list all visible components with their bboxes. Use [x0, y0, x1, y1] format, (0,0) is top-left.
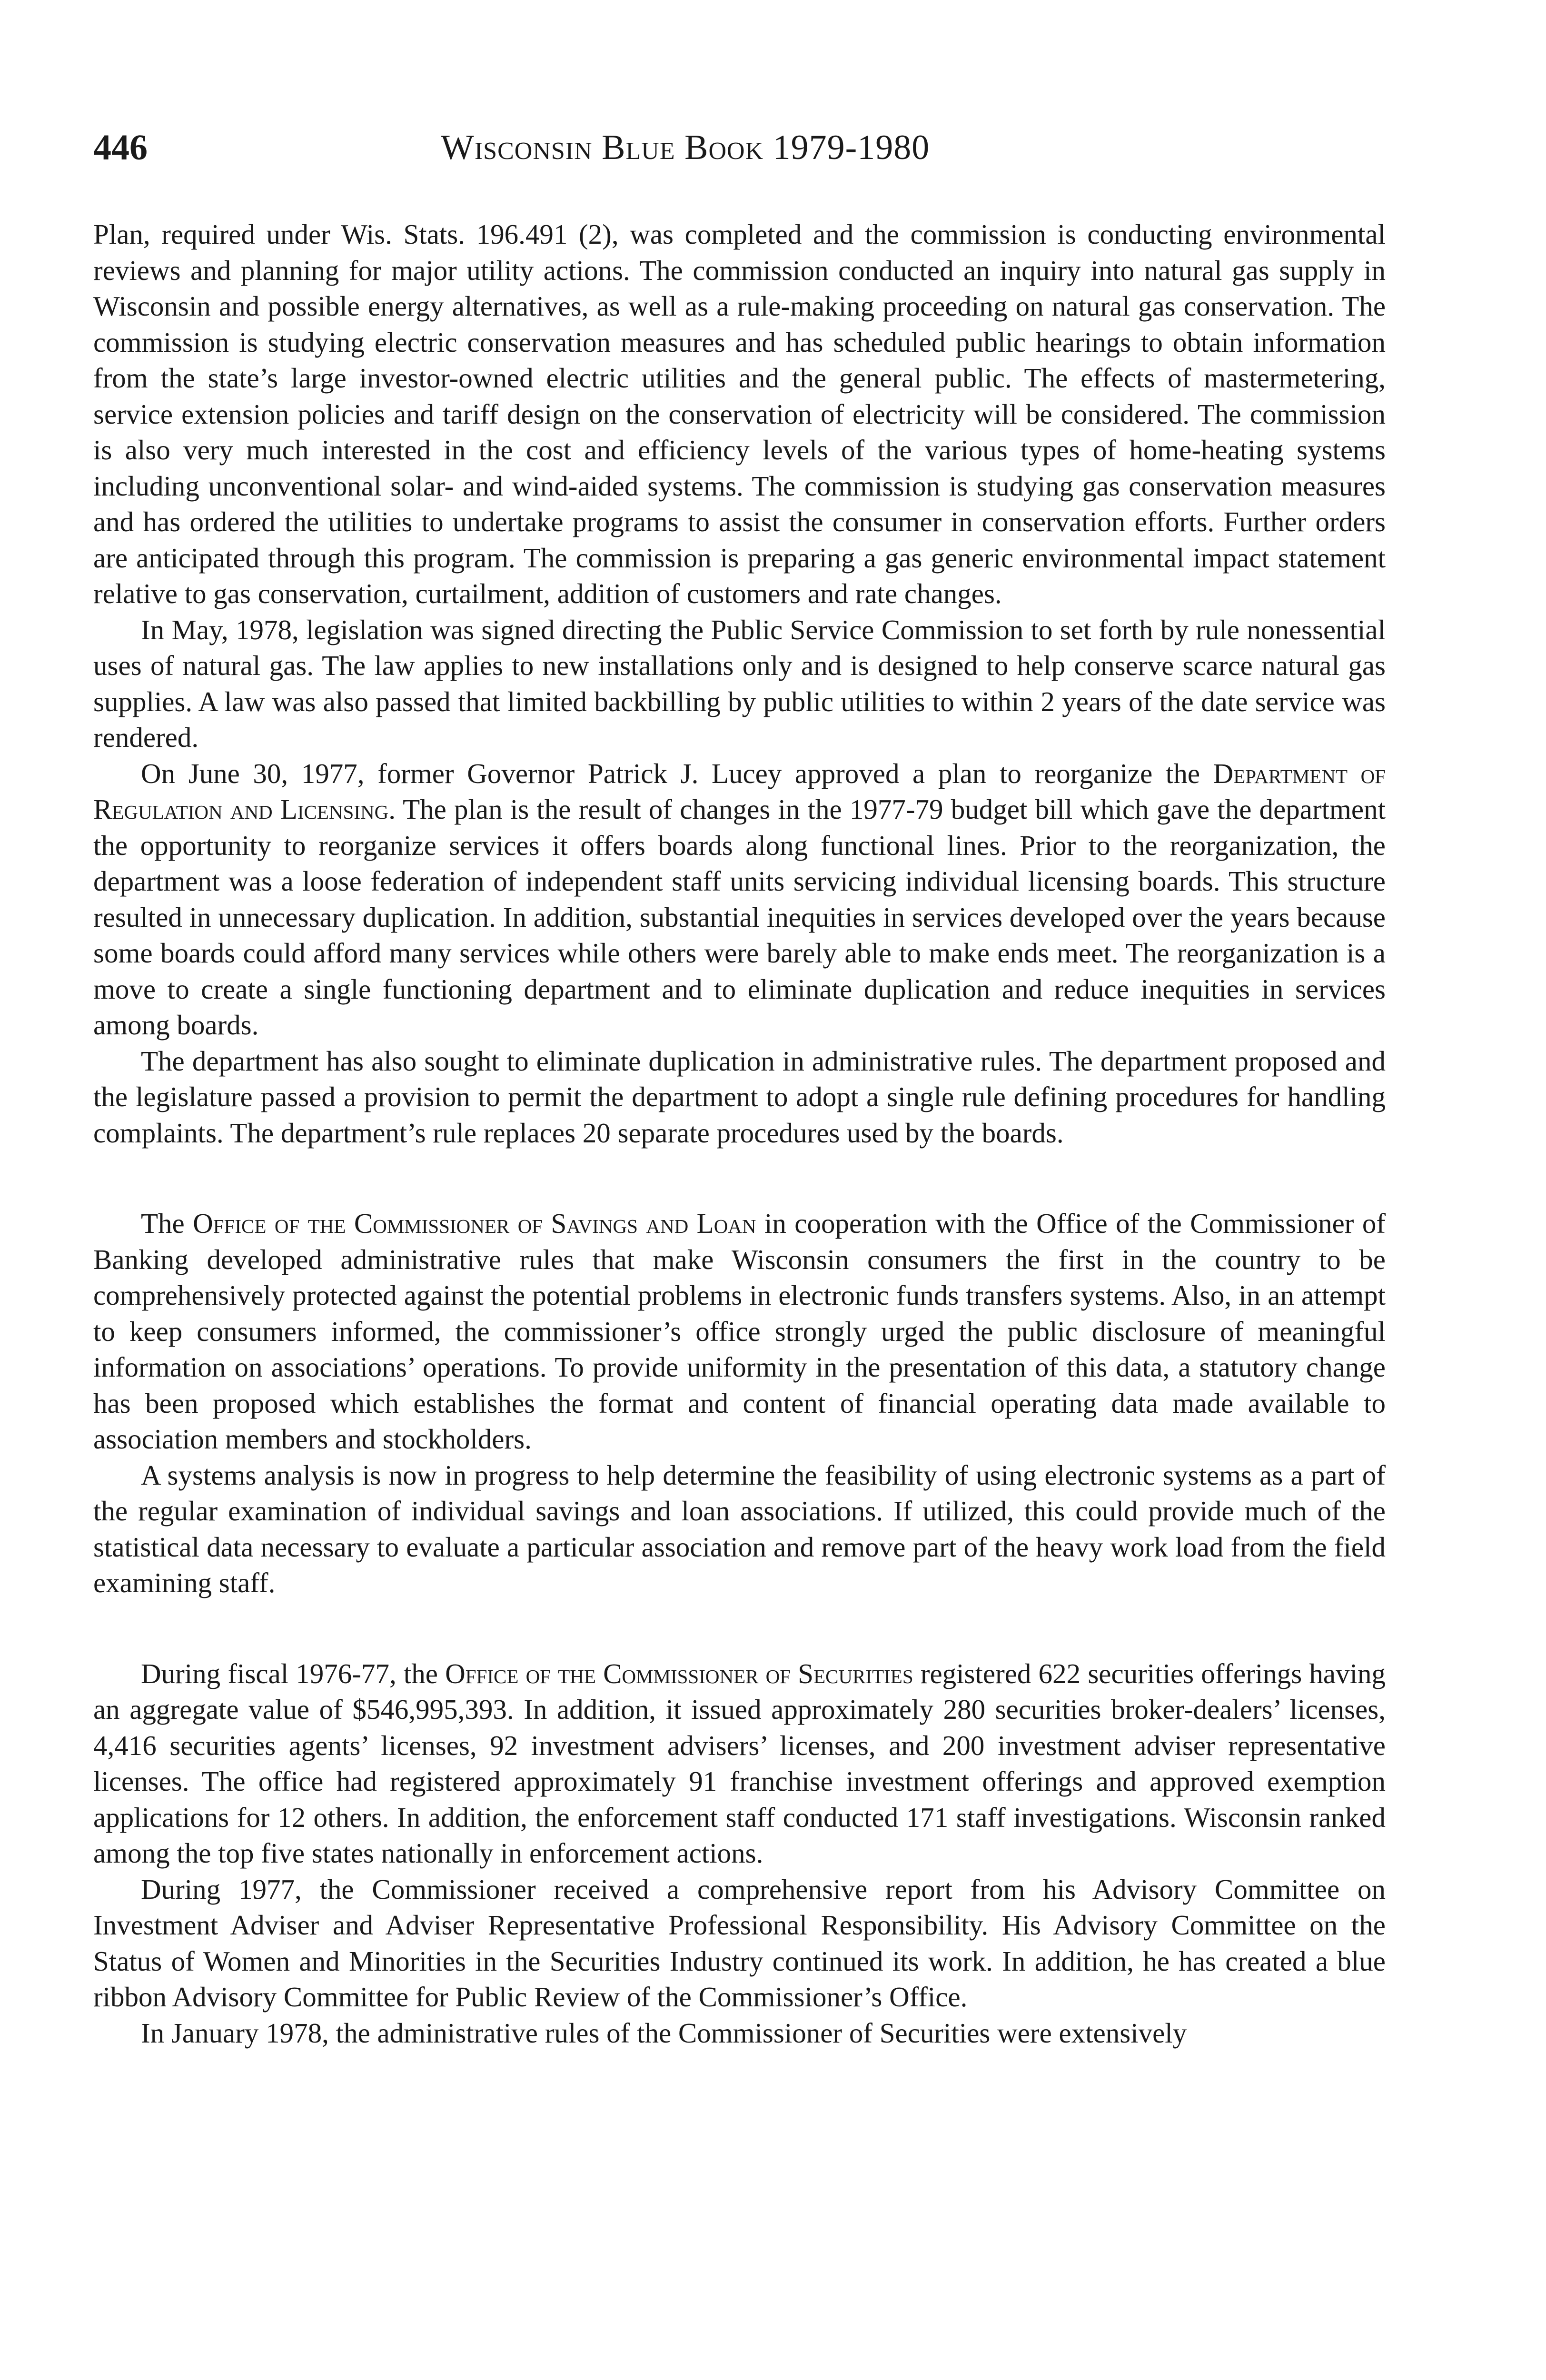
paragraph-savings-and-loan — [93, 1206, 1386, 1458]
body-text — [93, 217, 1386, 2051]
paragraph-natural-gas-legislation: In May, 1978, legislation was signed directing the Public Service Commission to set forth by rule nonessential uses of natural gas. The law applies to new installations only and is designed to help conserve scarce natural gas supplies. A law was also passed that limited backbilling by public utilities to within 2 years of the date service was rendered. — [93, 614, 1386, 753]
paragraph-text: On June 30, 1977, former Governor Patrick J. Lucey approved a plan to reorganize the — [141, 757, 1213, 789]
paragraph-reorganization — [93, 756, 1386, 1043]
section-break — [93, 1601, 1386, 1656]
paragraph-systems-analysis: A systems analysis is now in progress to help determine the feasibility of using electronic systems as a part of the regular examination of individual savings and loan associations. If utilized, this could provide much of the statistical data necessary to evaluate a particular association and remove part of the heavy work load from the field examining staff. — [93, 1459, 1386, 1598]
page-number: 446 — [93, 128, 148, 168]
paragraph-text: . The plan is the result of changes in the 1977-79 budget bill which gave the department the opportunity to reorganize services it offers boards along functional lines. Prior to the reorganization, the department was a loose federation of independent staff units servicing individual licensing boards. This structure resulted in unnecessary duplication. In addition, substantial inequities in services developed over the years because some boards could afford many services while others were barely able to make ends meet. The reorganization is a move to create a single functioning department and to eliminate duplication and reduce inequities in services among boards. — [93, 793, 1386, 1041]
running-title: Wisconsin Blue Book 1979-1980 — [441, 128, 930, 167]
paragraph-public-service-commission: Plan, required under Wis. Stats. 196.491 (2), was completed and the commission is conducting environmental reviews and planning for major utility actions. The commission conducted an inquiry into natural gas supply in Wisconsin and possible energy alternatives, as well as a rule-making proceeding on natural gas conservation. The commission is studying electric conservation measures and has scheduled public hearings to obtain information from the state’s large investor-owned electric utilities and the general public. The effects of mastermetering, service extension policies and tariff design on the conservation of electricity will be considered. The commission is also very much interested in the cost and efficiency levels of the various types of home-heating systems including unconventional solar- and wind-aided systems. The commission is studying gas conservation measures and has ordered the utilities to undertake programs to assist the consumer in conservation efforts. Further orders are anticipated through this program. The commission is preparing a gas generic environmental impact statement relative to gas conservation, curtailment, addition of customers and rate changes. — [93, 218, 1386, 609]
paragraph-text: The — [141, 1208, 193, 1239]
paragraph-text: During fiscal 1976-77, the — [141, 1657, 446, 1689]
paragraph-administrative-rules: The department has also sought to eliminate duplication in administrative rules. The department proposed and the legislature passed a provision to permit the department to adopt a single rule defining procedures for handling complaints. The department’s rule replaces 20 separate procedures used by the boards. — [93, 1045, 1386, 1149]
paragraph-securities — [93, 1656, 1386, 1872]
section-break — [93, 1151, 1386, 1206]
paragraph-advisory-committee: During 1977, the Commissioner received a comprehensive report from his Advisory Committee on Investment Adviser and Adviser Representative Professional Responsibility. His Advisory Committee on the Status of Women and Minorities in the Securities Industry continued its work. In addition, he has created a blue ribbon Advisory Committee for Public Review of the Commissioner’s Office. — [93, 1873, 1386, 2013]
agency-name-securities: Office of the Commissioner of Securities — [445, 1657, 913, 1689]
paragraph-administrative-rules-1978: In January 1978, the administrative rules of the Commissioner of Securities were extensively — [141, 2017, 1187, 2049]
paragraph-text: registered 622 securities offerings having an aggregate value of $546,995,393. In addition, it issued approximately 280 securities broker-dealers’ licenses, 4,416 securities agents’ licenses, 92 investment advisers’ licenses, and 200 investment adviser representative licenses. The office had registered approximately 91 franchise investment offerings and approved exemption applications for 12 others. In addition, the enforcement staff conducted 171 staff investigations. Wisconsin ranked among the top five states nationally in enforcement actions. — [93, 1657, 1386, 1869]
agency-name-regulation-licensing: Department of Regulation and Licensing — [93, 757, 1386, 825]
agency-name-savings-loan: Office of the Commissioner of Savings and Loan — [193, 1208, 756, 1239]
page-header — [93, 121, 1403, 174]
paragraph-text: in cooperation with the Office of the Commissioner of Banking developed administrative rules that make Wisconsin consumers the first in the country to be comprehensively protected against the potential problems in electronic funds transfers systems. Also, in an attempt to keep consumers informed, the commissioner’s office strongly urged the public disclosure of meaningful information on associations’ operations. To provide uniformity in the presentation of this data, a statutory change has been proposed which establishes the format and content of financial operating data made available to association members and stockholders. — [93, 1208, 1386, 1455]
